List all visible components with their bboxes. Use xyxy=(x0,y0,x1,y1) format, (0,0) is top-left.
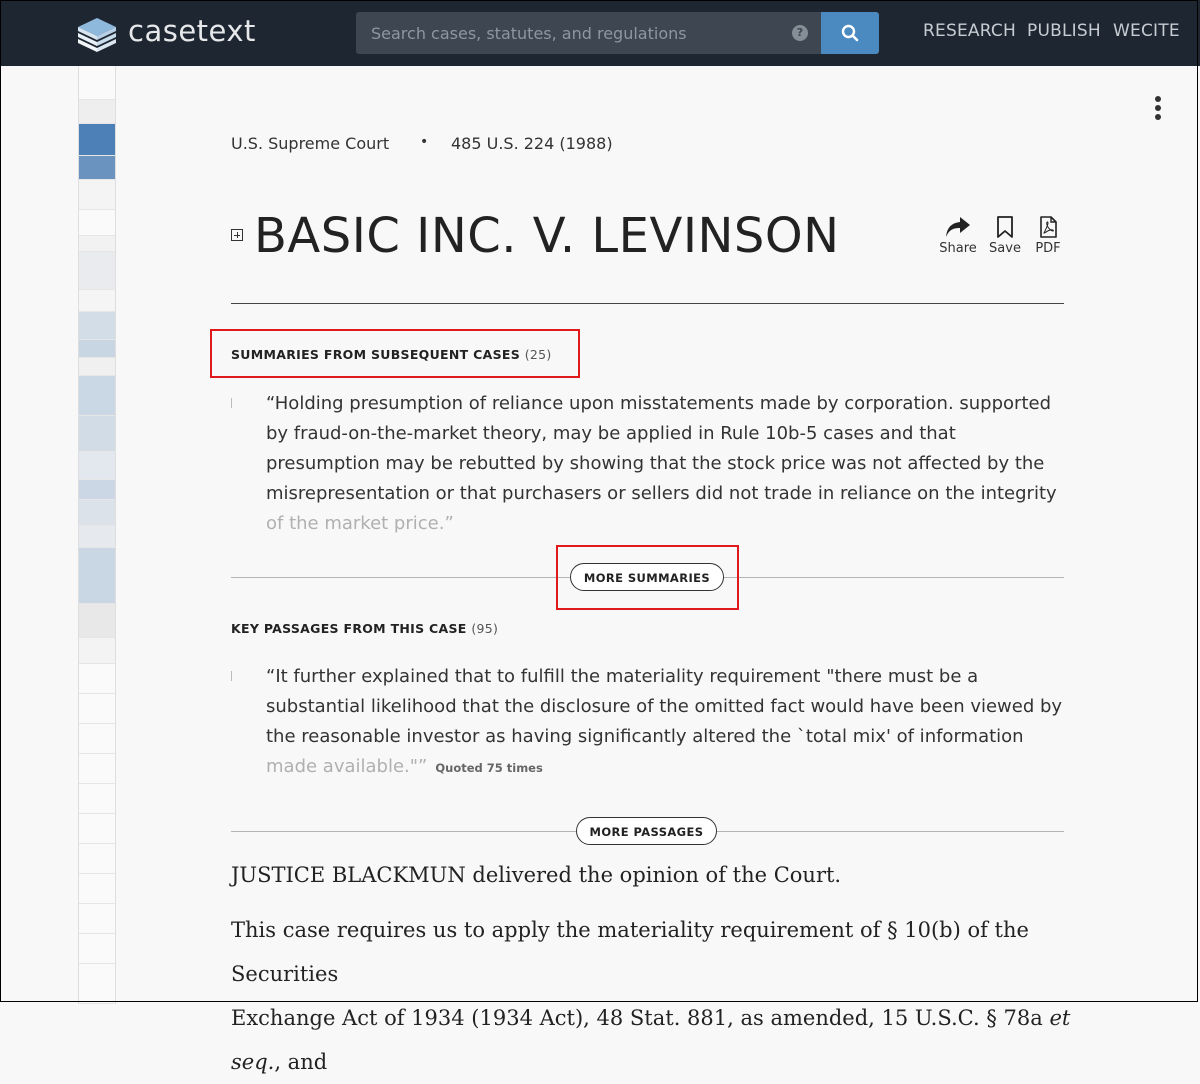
heatmap-segment[interactable] xyxy=(79,480,115,500)
bookmark-icon xyxy=(996,216,1014,238)
heatmap-segment[interactable] xyxy=(79,180,115,210)
heatmap-segment[interactable] xyxy=(79,784,115,814)
heatmap-segment[interactable] xyxy=(79,312,115,340)
more-summaries-button[interactable]: MORE SUMMARIES xyxy=(570,563,724,591)
case-citation: 485 U.S. 224 (1988) xyxy=(451,134,613,153)
opinion-line: This case requires us to apply the materiality requirement of § 10(b) of the Securities xyxy=(231,918,1029,986)
brand-name[interactable]: casetext xyxy=(128,14,256,48)
heatmap-segment[interactable] xyxy=(79,694,115,724)
heatmap-segment[interactable] xyxy=(79,500,115,526)
summaries-count: (25) xyxy=(524,347,552,362)
heatmap-segment[interactable] xyxy=(79,754,115,784)
opinion-italic-text: et seq. xyxy=(231,1006,1071,1074)
heatmap-segment[interactable] xyxy=(79,236,115,252)
heatmap-segment[interactable] xyxy=(79,452,115,480)
heatmap-segment[interactable] xyxy=(79,664,115,694)
help-icon[interactable]: ? xyxy=(792,25,808,41)
search-icon xyxy=(841,24,859,42)
heatmap-segment[interactable] xyxy=(79,604,115,638)
pdf-label: PDF xyxy=(1035,241,1061,256)
heatmap-segment[interactable] xyxy=(79,874,115,904)
case-title: BASIC INC. V. LEVINSON xyxy=(254,208,840,264)
heatmap-segment[interactable] xyxy=(79,548,115,604)
opinion-text: , and xyxy=(274,1050,328,1074)
heatmap-segment[interactable] xyxy=(79,376,115,416)
heatmap-segment[interactable] xyxy=(79,638,115,664)
top-navigation-bar xyxy=(0,0,1200,66)
quote-line: substantial likelihood that the disclosure of the omitted fact would have been viewed by xyxy=(266,696,1063,717)
heatmap-segment[interactable] xyxy=(79,844,115,874)
heatmap-segment[interactable] xyxy=(79,358,115,376)
title-divider xyxy=(231,303,1064,304)
pdf-button[interactable] xyxy=(1032,216,1064,256)
quote-indicator xyxy=(231,671,232,681)
pdf-file-icon xyxy=(1039,216,1057,238)
document-heatmap-scrollbar[interactable] xyxy=(78,66,116,1004)
heatmap-segment[interactable] xyxy=(79,814,115,844)
heatmap-segment[interactable] xyxy=(79,124,115,156)
nav-research-link[interactable]: RESEARCH xyxy=(923,21,1016,41)
court-name: U.S. Supreme Court xyxy=(231,134,390,153)
heatmap-segment[interactable] xyxy=(79,964,115,1004)
search-box xyxy=(356,12,822,54)
heatmap-segment[interactable] xyxy=(79,66,115,100)
opinion-line xyxy=(231,996,1071,1084)
save-label: Save xyxy=(989,241,1021,256)
quoted-times-count: Quoted 75 times xyxy=(435,761,543,775)
heatmap-segment[interactable] xyxy=(79,526,115,548)
summary-quote[interactable] xyxy=(266,389,1066,539)
casetext-logo-icon[interactable] xyxy=(76,16,118,54)
heatmap-segment[interactable] xyxy=(79,156,115,180)
heatmap-segment[interactable] xyxy=(79,340,115,358)
share-icon xyxy=(945,216,971,238)
nav-publish-link[interactable]: PUBLISH xyxy=(1027,21,1101,41)
heatmap-segment[interactable] xyxy=(79,934,115,964)
heatmap-segment[interactable] xyxy=(79,210,115,236)
share-button[interactable] xyxy=(938,216,978,256)
save-button[interactable] xyxy=(987,216,1023,256)
quote-line: by fraud-on-the-market theory, may be applied in Rule 10b-5 cases and that xyxy=(266,423,956,444)
opinion-paragraph xyxy=(231,908,1071,1084)
summaries-heading-text: SUMMARIES FROM SUBSEQUENT CASES xyxy=(231,347,521,362)
quote-line: “Holding presumption of reliance upon misstatements made by corporation. supported xyxy=(266,393,1051,414)
passage-quote[interactable] xyxy=(266,662,1066,783)
share-label: Share xyxy=(939,241,977,256)
more-options-icon[interactable] xyxy=(1153,96,1163,122)
heatmap-segment[interactable] xyxy=(79,252,115,290)
opinion-text: Exchange Act of 1934 (1934 Act), 48 Stat. 881, as amended, 15 U.S.C. § 78a xyxy=(231,1006,1050,1030)
separator-dot: • xyxy=(420,134,429,150)
heatmap-segment[interactable] xyxy=(79,724,115,754)
quote-line-faded: made available."” xyxy=(266,756,428,777)
quote-line: misrepresentation or that purchasers or sellers did not trade in reliance on the integrity xyxy=(266,483,1057,504)
quote-indicator xyxy=(231,398,232,408)
quote-line-faded: of the market price.” xyxy=(266,513,454,534)
more-passages-button[interactable]: MORE PASSAGES xyxy=(576,817,717,845)
heatmap-segment[interactable] xyxy=(79,904,115,934)
nav-wecite-link[interactable]: WECITE xyxy=(1113,21,1180,41)
passages-count: (95) xyxy=(471,621,499,636)
expand-plus-icon[interactable] xyxy=(231,229,243,241)
search-button[interactable] xyxy=(821,12,879,54)
summaries-highlight-box xyxy=(210,329,580,378)
search-input[interactable] xyxy=(356,12,791,54)
heatmap-segment[interactable] xyxy=(79,100,115,124)
passages-heading-text: KEY PASSAGES FROM THIS CASE xyxy=(231,621,467,636)
more-summaries-highlight-box xyxy=(556,545,739,610)
passages-heading xyxy=(231,621,498,636)
opinion-author-line: JUSTICE BLACKMUN delivered the opinion of the Court. xyxy=(231,863,842,887)
heatmap-segment[interactable] xyxy=(79,416,115,452)
quote-line: presumption may be rebutted by showing that the stock price was not affected by the xyxy=(266,453,1045,474)
heatmap-segment[interactable] xyxy=(79,290,115,312)
quote-line: the reasonable investor as having significantly altered the `total mix' of information xyxy=(266,726,1024,747)
quote-line: “It further explained that to fulfill the materiality requirement "there must be a xyxy=(266,666,979,687)
